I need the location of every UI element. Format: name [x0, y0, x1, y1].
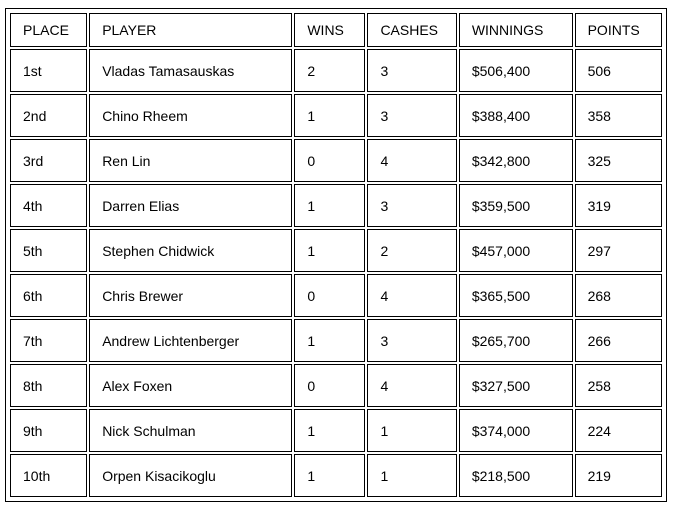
cell-wins: 1 — [294, 454, 365, 497]
table-body — [10, 49, 662, 497]
cell-wins: 2 — [294, 49, 365, 92]
cell-points: 224 — [575, 409, 662, 452]
header-wins: WINS — [294, 13, 365, 47]
table-row — [10, 139, 662, 182]
cell-winnings: $342,800 — [459, 139, 573, 182]
cell-cashes: 4 — [367, 139, 456, 182]
cell-winnings: $365,500 — [459, 274, 573, 317]
cell-player: Orpen Kisacikoglu — [89, 454, 292, 497]
cell-player: Stephen Chidwick — [89, 229, 292, 272]
standings-table — [8, 11, 664, 499]
cell-cashes: 4 — [367, 364, 456, 407]
cell-place: 4th — [10, 184, 87, 227]
cell-winnings: $374,000 — [459, 409, 573, 452]
cell-wins: 0 — [294, 274, 365, 317]
cell-place: 5th — [10, 229, 87, 272]
cell-player: Vladas Tamasauskas — [89, 49, 292, 92]
cell-cashes: 3 — [367, 94, 456, 137]
cell-wins: 0 — [294, 364, 365, 407]
cell-winnings: $327,500 — [459, 364, 573, 407]
cell-player: Chino Rheem — [89, 94, 292, 137]
cell-player: Andrew Lichtenberger — [89, 319, 292, 362]
header-winnings: WINNINGS — [459, 13, 573, 47]
cell-points: 266 — [575, 319, 662, 362]
table-row — [10, 94, 662, 137]
standings-table-frame — [5, 8, 667, 502]
cell-wins: 1 — [294, 409, 365, 452]
cell-cashes: 3 — [367, 49, 456, 92]
cell-cashes: 4 — [367, 274, 456, 317]
cell-place: 6th — [10, 274, 87, 317]
cell-player: Chris Brewer — [89, 274, 292, 317]
cell-player: Darren Elias — [89, 184, 292, 227]
cell-points: 506 — [575, 49, 662, 92]
cell-wins: 1 — [294, 229, 365, 272]
cell-place: 7th — [10, 319, 87, 362]
cell-wins: 0 — [294, 139, 365, 182]
cell-player: Alex Foxen — [89, 364, 292, 407]
cell-place: 8th — [10, 364, 87, 407]
cell-cashes: 3 — [367, 184, 456, 227]
header-row — [10, 13, 662, 47]
cell-place: 9th — [10, 409, 87, 452]
cell-winnings: $506,400 — [459, 49, 573, 92]
cell-points: 358 — [575, 94, 662, 137]
cell-cashes: 1 — [367, 454, 456, 497]
cell-place: 1st — [10, 49, 87, 92]
cell-points: 319 — [575, 184, 662, 227]
cell-place: 3rd — [10, 139, 87, 182]
table-row — [10, 364, 662, 407]
table-row — [10, 184, 662, 227]
header-place: PLACE — [10, 13, 87, 47]
cell-place: 2nd — [10, 94, 87, 137]
table-row — [10, 229, 662, 272]
cell-points: 258 — [575, 364, 662, 407]
table-row — [10, 274, 662, 317]
cell-cashes: 2 — [367, 229, 456, 272]
cell-winnings: $265,700 — [459, 319, 573, 362]
cell-player: Nick Schulman — [89, 409, 292, 452]
table-header — [10, 13, 662, 47]
cell-winnings: $359,500 — [459, 184, 573, 227]
cell-winnings: $457,000 — [459, 229, 573, 272]
header-player: PLAYER — [89, 13, 292, 47]
cell-winnings: $218,500 — [459, 454, 573, 497]
cell-player: Ren Lin — [89, 139, 292, 182]
cell-points: 325 — [575, 139, 662, 182]
header-cashes: CASHES — [367, 13, 456, 47]
cell-wins: 1 — [294, 319, 365, 362]
table-row — [10, 409, 662, 452]
header-points: POINTS — [575, 13, 662, 47]
cell-points: 297 — [575, 229, 662, 272]
cell-cashes: 3 — [367, 319, 456, 362]
table-row — [10, 319, 662, 362]
cell-place: 10th — [10, 454, 87, 497]
cell-wins: 1 — [294, 94, 365, 137]
table-row — [10, 49, 662, 92]
cell-points: 268 — [575, 274, 662, 317]
cell-winnings: $388,400 — [459, 94, 573, 137]
table-row — [10, 454, 662, 497]
cell-wins: 1 — [294, 184, 365, 227]
cell-points: 219 — [575, 454, 662, 497]
cell-cashes: 1 — [367, 409, 456, 452]
